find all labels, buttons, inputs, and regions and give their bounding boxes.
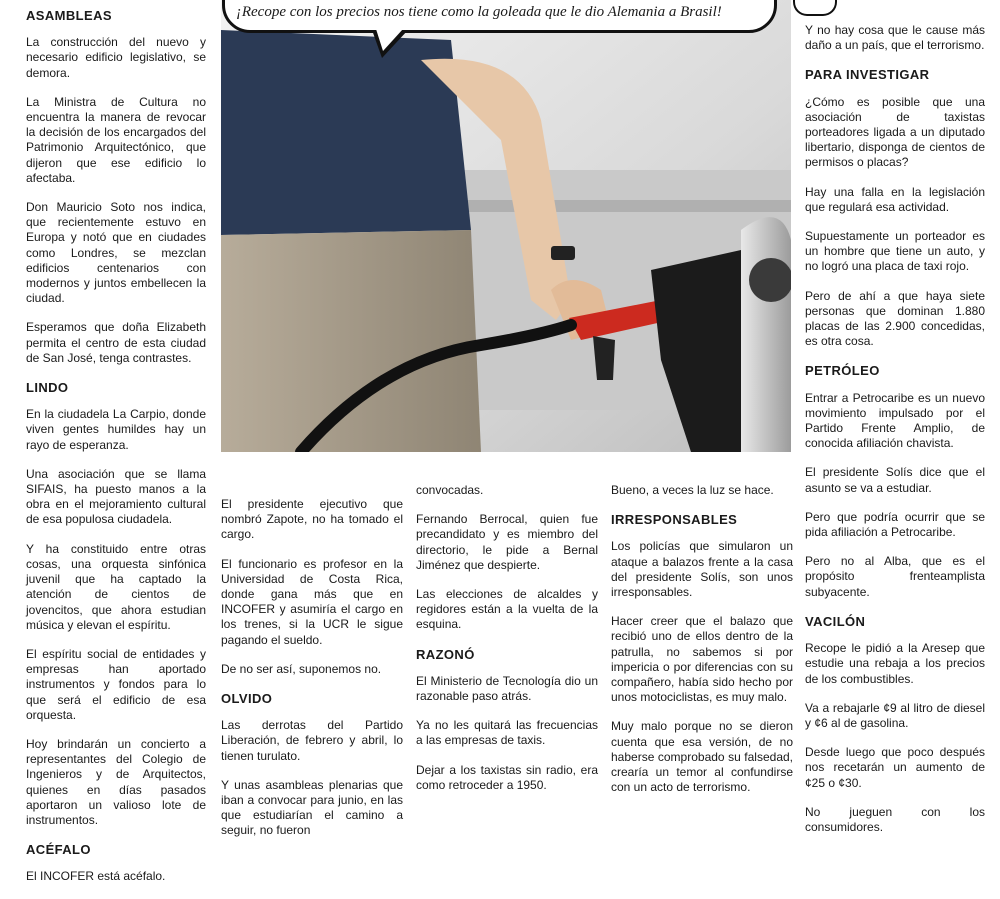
paragraph: Pero que podría ocurrir que se pida afiliación a Petrocaribe. [805,509,985,540]
paragraph: El Ministerio de Tecnología dio un razonable paso atrás. [416,673,598,704]
paragraph: Y no hay cosa que le cause más daño a un país, que el terrorismo. [805,23,985,53]
section-heading: VACILÓN [805,613,866,629]
paragraph: ¿Cómo es posible que una asociación de taxistas porteadores ligada a un diputado libertario, disponga de cientos de permisos o placas? [805,94,985,170]
paragraph: Bueno, a veces la luz se hace. [611,483,774,497]
paragraph: No jueguen con los consumidores. [805,804,985,834]
paragraph: En la ciudadela La Carpio, donde viven gentes humildes hay un rayo de esperanza. [26,407,206,452]
paragraph: La construcción del nuevo y necesario edificio legislativo, se demora. [26,35,206,80]
speech-bubble-text: ¡Recope con los precios nos tiene como la goleada que le dio Alemania a Brasil! [236,4,722,20]
paragraph: Pero de ahí a que haya siete personas que dominan 1.880 placas de las 2.900 concedidas, es otra cosa. [805,288,985,349]
section-heading: ACÉFALO [26,842,91,858]
paragraph: Recope le pidió a la Aresep que estudie una rebaja a los precios de los combustibles. [805,641,985,686]
paragraph: Y unas asambleas plenarias que iban a convocar para junio, en las que estudiarían el camino a seguir, no fueron [221,777,403,838]
fuel-pump-photo [221,0,791,452]
column-2 [221,497,403,853]
paragraph: El funcionario es profesor en la Universidad de Costa Rica, donde gana más que en INCOFER y asumiría el cargo en los trenes, si la UCR le sigue pagando el sueldo. [221,556,403,647]
paragraph: Supuestamente un porteador es un hombre que tiene un auto, y no logró una placa de taxi rojo. [805,229,985,274]
paragraph: Muy malo porque no se dieron cuenta que esa versión, de no haberse comprobado su falsedad, crearía un temor al confundirse con un acto de terrorismo. [611,719,793,795]
section-heading: PARA INVESTIGAR [805,67,930,83]
paragraph: Y ha constituido entre otras cosas, una orquesta sinfónica juvenil que ha captado la atención de cientos de jovencitos, que ahora estudian música y elevan el espíritu. [26,541,206,632]
paragraph: El espíritu social de entidades y empresas han aportado instrumentos y fondos para lo que será el edificio de esa orquesta. [26,646,206,722]
paragraph: Hacer creer que el balazo que recibió uno de ellos dentro de la patrulla, no sabemos si por impericia o por diferencias con su compañero, había sido hecho por unos motociclistas, es muy malo. [611,614,793,705]
section-heading: OLVIDO [221,691,273,707]
paragraph: Las derrotas del Partido Liberación, de febrero y abril, lo tienen turulato. [221,718,403,763]
section-heading: PETRÓLEO [805,363,880,379]
paragraph: El presidente ejecutivo que nombró Zapote, no ha tomado el cargo. [221,497,403,542]
photo-illustration [221,0,791,452]
paragraph: Hoy brindarán un concierto a representantes del Colegio de Ingenieros y de Arquitectos, quienes en días pasados aportaron un valioso lote de instrumentos. [26,736,206,827]
paragraph: Las elecciones de alcaldes y regidores están a la vuelta de la esquina. [416,587,598,632]
paragraph: El INCOFER está acéfalo. [26,869,166,884]
section-heading: RAZONÓ [416,646,475,662]
paragraph: De no ser así, suponemos no. [221,661,382,676]
paragraph: Hay una falla en la legislación que regulará esa actividad. [805,184,985,214]
paragraph: Ya no les quitará las frecuencias a las empresas de taxis. [416,718,598,748]
section-heading: IRRESPONSABLES [611,512,738,528]
speech-bubble-tail-fill [376,29,403,51]
paragraph: Fernando Berrocal, quien fue precandidato y es miembro del directorio, le pide a Bernal Jiménez que despierte. [416,512,598,572]
column-3 [416,483,598,807]
column-5 [805,23,985,849]
paragraph: Esperamos que doña Elizabeth permita el centro de esta ciudad de San José, tenga contrastes. [26,320,206,365]
speech-bubble-fragment [793,0,837,16]
paragraph: Va a rebajarle ¢9 al litro de diesel y ¢6 al de gasolina. [805,700,985,730]
paragraph: Los policías que simularon un ataque a balazos frente a la casa del presidente Solís, son unos irresponsables. [611,539,793,600]
column-4 [611,483,793,809]
paragraph: Desde luego que poco después nos recetarán un aumento de ¢25 o ¢30. [805,745,985,790]
section-heading: LINDO [26,380,69,396]
paragraph: Don Mauricio Soto nos indica, que recientemente estuvo en Europa y notó que en ciudades como Londres, se mezclan edificios centenarios con modernos y juntos embellecen la ciudad. [26,200,206,306]
paragraph: El presidente Solís dice que el asunto se va a estudiar. [805,465,985,495]
paragraph: Pero no al Alba, que es el propósito frenteamplista subyacente. [805,554,985,599]
paragraph: Una asociación que se llama SIFAIS, ha puesto manos a la obra en el mejoramiento cultural de esa populosa ciudadela. [26,466,206,527]
column-1 [26,8,206,899]
paragraph: Entrar a Petrocaribe es un nuevo movimiento impulsado por el Partido Frente Amplio, de conocida afiliación chavista. [805,390,985,451]
section-heading: ASAMBLEAS [26,8,112,23]
paragraph: Dejar a los taxistas sin radio, era como retroceder a 1950. [416,762,598,792]
paragraph: La Ministra de Cultura no encuentra la manera de revocar la decisión de los encargados del Patrimonio Arquitectónico, que dijeron que ese edificio lo afectaba. [26,94,206,185]
paragraph: convocadas. [416,483,484,497]
